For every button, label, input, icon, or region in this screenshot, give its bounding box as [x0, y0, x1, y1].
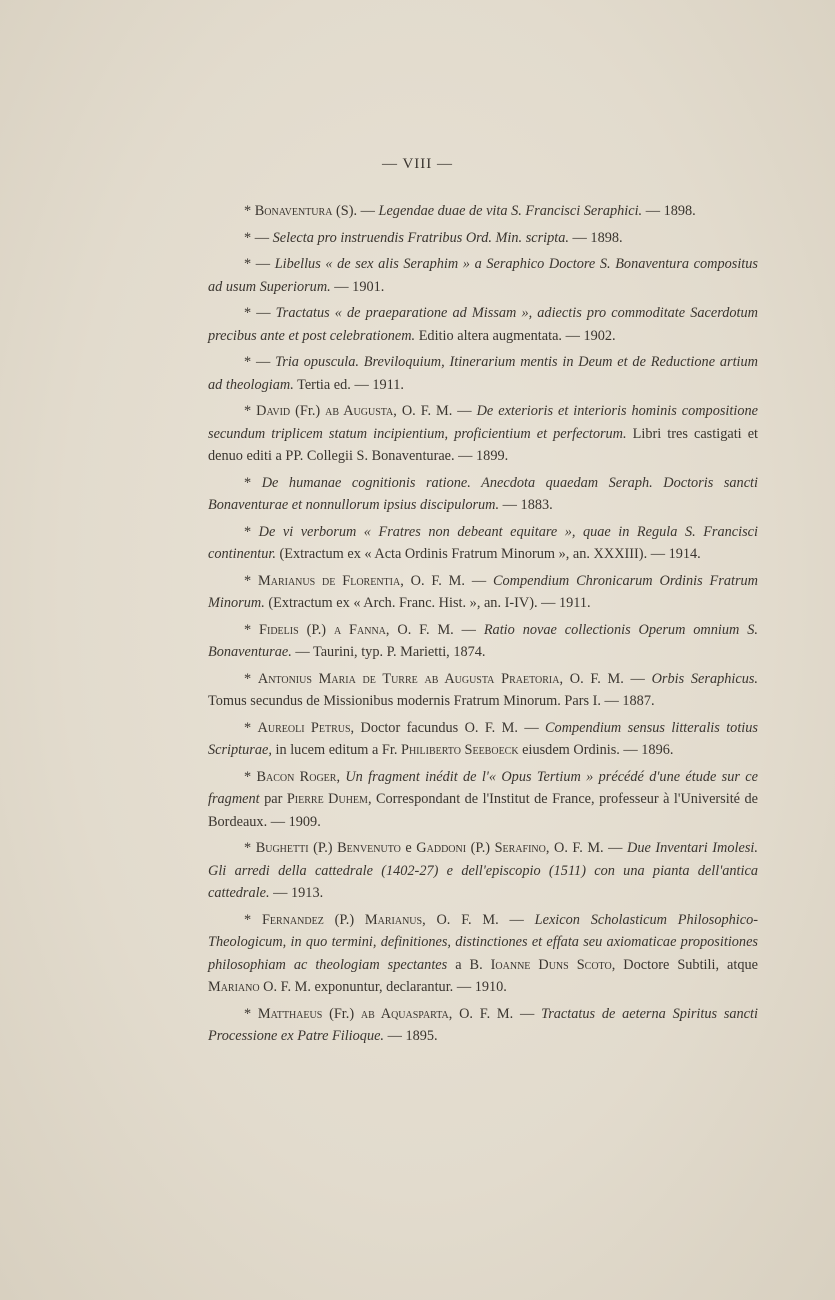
entry-text: — 1913. — [269, 885, 324, 901]
entry-title-text: Due Inventari Imolesi. Gli arredi della cattedrale (1402-27) e dell'episcopio (1511) con una pianta dell'antica cattedrale. — [208, 840, 758, 901]
entry-text: * — [244, 403, 257, 419]
entry-text: * — — [244, 305, 276, 321]
bibliography-entry — [208, 227, 758, 250]
entry-text: * — — [244, 354, 276, 370]
entry-title-text: Compendium Chronicarum Ordinis Fratrum Minorum. — [208, 572, 758, 611]
entry-title-text: Orbis Seraphicus. — [651, 670, 758, 687]
entry-text: * — — [244, 229, 273, 246]
entry-author-text: Aureoli Petrus — [257, 719, 351, 736]
entry-title-text: De humanae cognitionis ratione. Anecdota quaedam Seraph. Doctoris sancti Bonaventurae et nonnullorum ipsius discipulorum. — [208, 474, 758, 513]
entry-text: * — [244, 572, 259, 589]
entry-title-text: Tractatus de aeterna Spiritus sancti Processione ex Patre Filioque. — [208, 1005, 758, 1044]
entry-text: a B. — [447, 956, 491, 973]
entry-author-text: Philiberto Seeboeck — [401, 742, 519, 758]
entry-author-text: Bonaventura (S). — [254, 203, 358, 219]
entry-author-text: ab Augusta — [325, 403, 394, 419]
entry-author-text: Serafino — [494, 840, 546, 856]
entry-text: (Extractum ex « Arch. Franc. Hist. », an. I-IV). — 1911. — [264, 595, 591, 611]
entry-text: (P.) — [308, 840, 338, 856]
entry-text: (P.) — [466, 840, 495, 856]
entry-text: , Doctor facundus O. F. M. — — [350, 719, 546, 736]
entry-author-text: Fernandez — [261, 911, 324, 928]
entry-text: (P.) — [298, 621, 334, 638]
entry-text: — 1901. — [330, 278, 385, 295]
entry-text: * — [244, 523, 259, 540]
bibliography-entry — [208, 302, 758, 347]
entry-author-text: Mariano — [208, 979, 260, 995]
entry-title-text: De exterioris et interioris hominis compositione secundum triplicem statum incipientium, proficientium et perfectorum. — [208, 403, 758, 442]
entry-author-text: Gaddoni — [416, 840, 467, 856]
entry-text: — 1898. — [642, 203, 696, 219]
bibliography-entry — [208, 668, 758, 713]
entry-author-text: ab Aquasparta — [360, 1005, 449, 1022]
entry-text: Libri tres castigati et denuo editi a PP. Collegii S. Bonaventurae. — 1899. — [208, 425, 759, 464]
bibliography-list — [208, 200, 758, 1052]
entry-text: (Fr.) — [322, 1005, 361, 1022]
bibliography-entry — [208, 570, 758, 615]
entry-text: , — [336, 768, 346, 785]
entry-author-text: Pierre Duhem — [286, 791, 368, 807]
entry-author-text: Benvenuto — [337, 840, 401, 856]
entry-text: * — [244, 670, 258, 687]
entry-text: (Extractum ex « Acta Ordinis Fratrum Minorum », an. XXXIII). — 1914. — [275, 546, 701, 562]
bibliography-entry — [208, 200, 758, 223]
entry-text: — — [357, 203, 379, 219]
bibliography-entry — [208, 717, 758, 762]
entry-text: , Correspondant de l'Institut de France, professeur à l'Université de Bordeaux. — 1909. — [208, 791, 758, 830]
bibliography-entry — [208, 766, 758, 834]
bibliography-entry — [208, 1003, 758, 1048]
entry-text: * — [244, 621, 260, 638]
entry-text: , O. F. M. — — [559, 670, 652, 687]
entry-author-text: Fidelis — [259, 621, 299, 638]
entry-title-text: Lexicon Scholasticum Philosophico-Theologicum, in quo termini, definitiones, distinctiones et effata seu axiomaticae propositiones philosophiam ac theologiam spectantes — [208, 911, 758, 973]
bibliography-entry — [208, 400, 758, 468]
entry-title-text: Libellus « de sex alis Seraphim » a Seraphico Doctore S. Bonaventura compositus ad usum Superiorum. — [208, 256, 758, 295]
entry-text: , Doctore Subtili, atque — [611, 956, 758, 973]
entry-author-text: Marianus — [364, 911, 423, 928]
entry-text: in lucem editum a Fr. — [271, 742, 401, 758]
entry-title-text: Tractatus « de praeparatione ad Missam », adiectis pro commoditate Sacerdotum precibus ante et post celebrationem. — [208, 305, 758, 344]
entry-author-text: Marianus de Florentia — [258, 572, 401, 589]
entry-text: par — [259, 791, 287, 807]
entry-text: , O. F. M. — — [393, 403, 477, 419]
entry-title-text: Ratio novae collectionis Operum omnium S. Bonaventurae. — [208, 621, 758, 660]
entry-text: * — — [244, 256, 275, 272]
entry-text: * — [244, 1005, 258, 1022]
entry-text: * — [244, 203, 255, 219]
bibliography-entry — [208, 521, 758, 566]
entry-title-text: Un fragment inédit de l'« Opus Tertium » précédé d'une étude sur ce fragment — [208, 768, 758, 807]
entry-text: O. F. M. exponuntur, declarantur. — 1910. — [259, 979, 507, 995]
entry-text: * — [244, 719, 258, 736]
entry-text: — 1883. — [499, 497, 553, 513]
entry-text: , O. F. M. — — [385, 621, 484, 638]
page-number-header: — VIII — — [381, 156, 454, 172]
bibliography-entry — [208, 253, 758, 298]
entry-text: — 1898. — [568, 229, 623, 246]
entry-title-text: Compendium sensus litteralis totius Scripturae, — [208, 719, 758, 758]
entry-author-text: Matthaeus — [257, 1005, 323, 1022]
entry-text: — 1895. — [384, 1028, 438, 1044]
entry-text: (P.) — [323, 911, 365, 928]
entry-text: eiusdem Ordinis. — 1896. — [518, 742, 674, 758]
entry-text: * — [244, 840, 256, 856]
entry-text: , O. F. M. — — [422, 911, 535, 928]
entry-text: , O. F. M. — — [545, 840, 627, 856]
entry-author-text: Antonius Maria de Turre ab Augusta Praetoria — [257, 670, 560, 687]
bibliography-entry — [208, 351, 758, 396]
entry-text: — Taurini, typ. P. Marietti, 1874. — [291, 644, 486, 660]
bibliography-entry — [208, 837, 758, 905]
entry-text: Editio altera augmentata. — 1902. — [415, 327, 616, 344]
entry-title-text: Legendae duae de vita S. Francisci Seraphici. — [378, 203, 643, 219]
bibliography-entry — [208, 472, 758, 517]
entry-text: , O. F. M. — — [448, 1005, 542, 1022]
bibliography-entry — [208, 619, 758, 664]
entry-text: (Fr.) — [290, 403, 326, 419]
entry-text: , O. F. M. — — [400, 572, 493, 589]
entry-text: * — [244, 911, 262, 928]
entry-text: Tertia ed. — 1911. — [293, 376, 404, 393]
bibliography-entry — [208, 909, 758, 999]
entry-author-text: Bughetti — [255, 840, 309, 856]
entry-author-text: Bacon Roger — [256, 768, 337, 785]
entry-text: e — [400, 840, 417, 856]
entry-author-text: David — [256, 403, 291, 419]
entry-title-text: De vi verborum « Fratres non debeant equitare », quae in Regula S. Francisci continentur. — [208, 523, 758, 562]
entry-text: Tomus secundus de Missionibus modernis Fratrum Minorum. Pars I. — 1887. — [208, 693, 655, 709]
entry-title-text: Selecta pro instruendis Fratribus Ord. Min. scripta. — [272, 229, 569, 246]
entry-author-text: Ioanne Duns Scoto — [490, 956, 612, 973]
entry-text: * — [244, 474, 262, 491]
entry-text: * — [244, 768, 257, 785]
entry-title-text: Tria opuscula. Breviloquium, Itinerarium mentis in Deum et de Reductione artium ad theologiam. — [208, 354, 758, 393]
entry-author-text: a Fanna — [333, 621, 386, 638]
